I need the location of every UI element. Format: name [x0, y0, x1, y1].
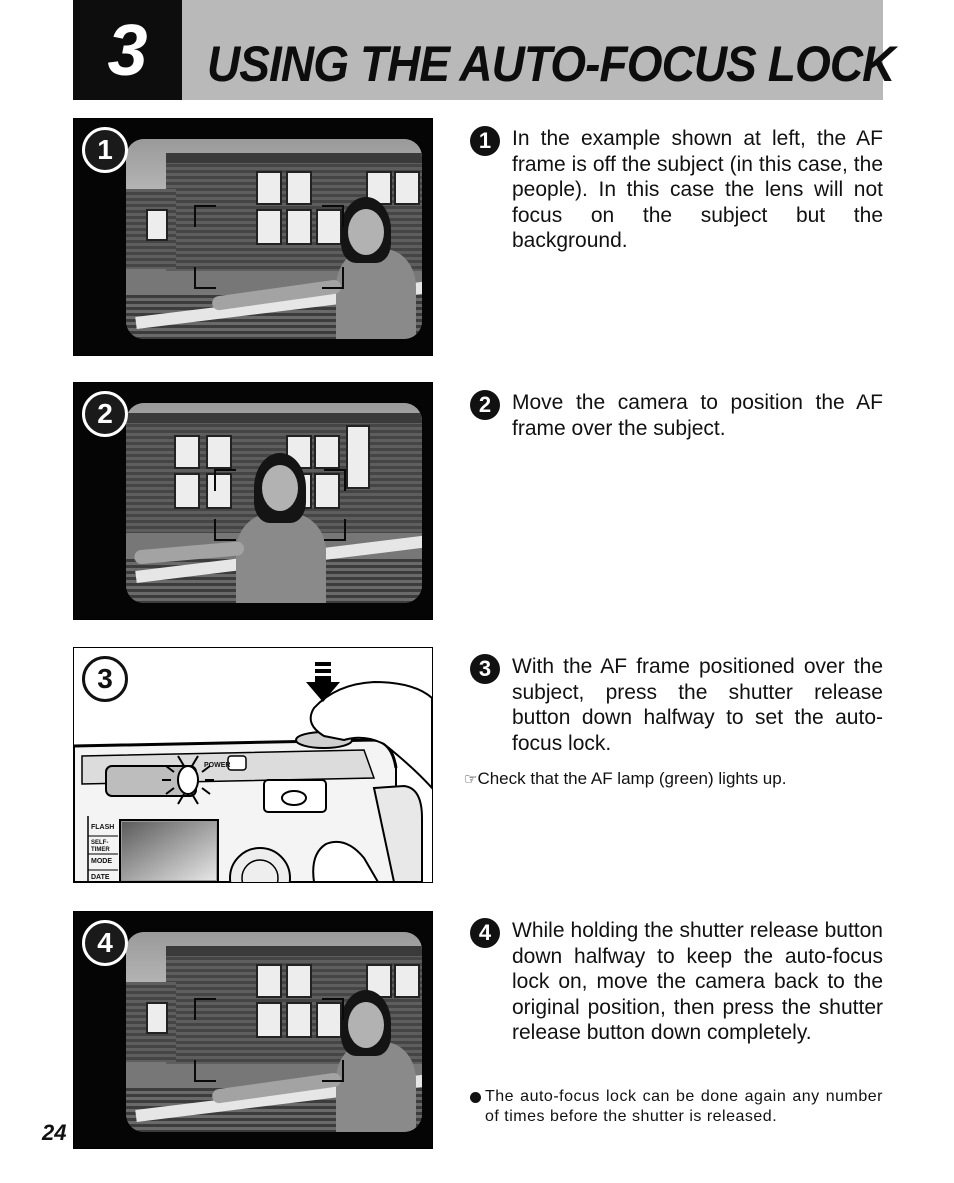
- viewfinder-photo: [126, 139, 422, 339]
- power-label: POWER: [204, 762, 231, 769]
- pointing-hand-icon: ☞: [464, 771, 478, 788]
- figure-4-badge: 4: [82, 920, 128, 966]
- step-3-text: With the AF frame positioned over the subject, press the shutter release button down halfway to set the auto-focus lock.: [512, 655, 883, 755]
- figure-2-viewfinder: [73, 382, 433, 620]
- step-3-note-text: Check that the AF lamp (green) lights up.: [477, 769, 787, 788]
- bullet-dot-icon: [470, 1092, 481, 1103]
- step-4-number: 4: [470, 918, 500, 948]
- step-3-number: 3: [470, 654, 500, 684]
- chapter-header: [73, 0, 895, 100]
- figure-1-viewfinder: [73, 118, 433, 356]
- figure-4-viewfinder: [73, 911, 433, 1149]
- viewfinder-photo: [126, 932, 422, 1132]
- figure-2-badge: 2: [82, 391, 128, 437]
- step-2: [470, 390, 883, 441]
- flash-label: FLASH: [91, 824, 115, 831]
- mode-label: MODE: [91, 858, 112, 865]
- viewfinder-photo: [126, 403, 422, 603]
- bullet-note: [470, 1087, 883, 1127]
- self-timer-label: SELF-TIMER: [91, 840, 110, 853]
- step-2-number: 2: [470, 390, 500, 420]
- step-3-note: [464, 769, 786, 790]
- camera-drawing: [74, 648, 432, 882]
- figure-3-camera-illustration: [73, 647, 433, 883]
- bullet-note-text: The auto-focus lock can be done again any number of times before the shutter is released.: [485, 1088, 883, 1125]
- step-2-text: Move the camera to position the AF frame over the subject.: [512, 391, 883, 440]
- step-4-text: While holding the shutter release button down halfway to keep the auto-focus lock on, move the camera back to the original position, then press the shutter release button down completely.: [512, 919, 883, 1044]
- step-4: [470, 918, 883, 1046]
- chapter-number: 3: [107, 11, 148, 91]
- figure-1-badge: 1: [82, 127, 128, 173]
- figure-3-badge: 3: [82, 656, 128, 702]
- step-1-text: In the example shown at left, the AF frame is off the subject (in this case, the people). In this case the lens will not focus on the subject but the background.: [512, 127, 883, 252]
- page-number: 24: [42, 1120, 67, 1145]
- chapter-number-box: [73, 0, 182, 100]
- date-label: DATE: [91, 874, 110, 881]
- step-1-number: 1: [470, 126, 500, 156]
- step-1: [470, 126, 883, 254]
- step-3: [470, 654, 883, 756]
- page-title: USING THE AUTO-FOCUS LOCK: [207, 36, 895, 92]
